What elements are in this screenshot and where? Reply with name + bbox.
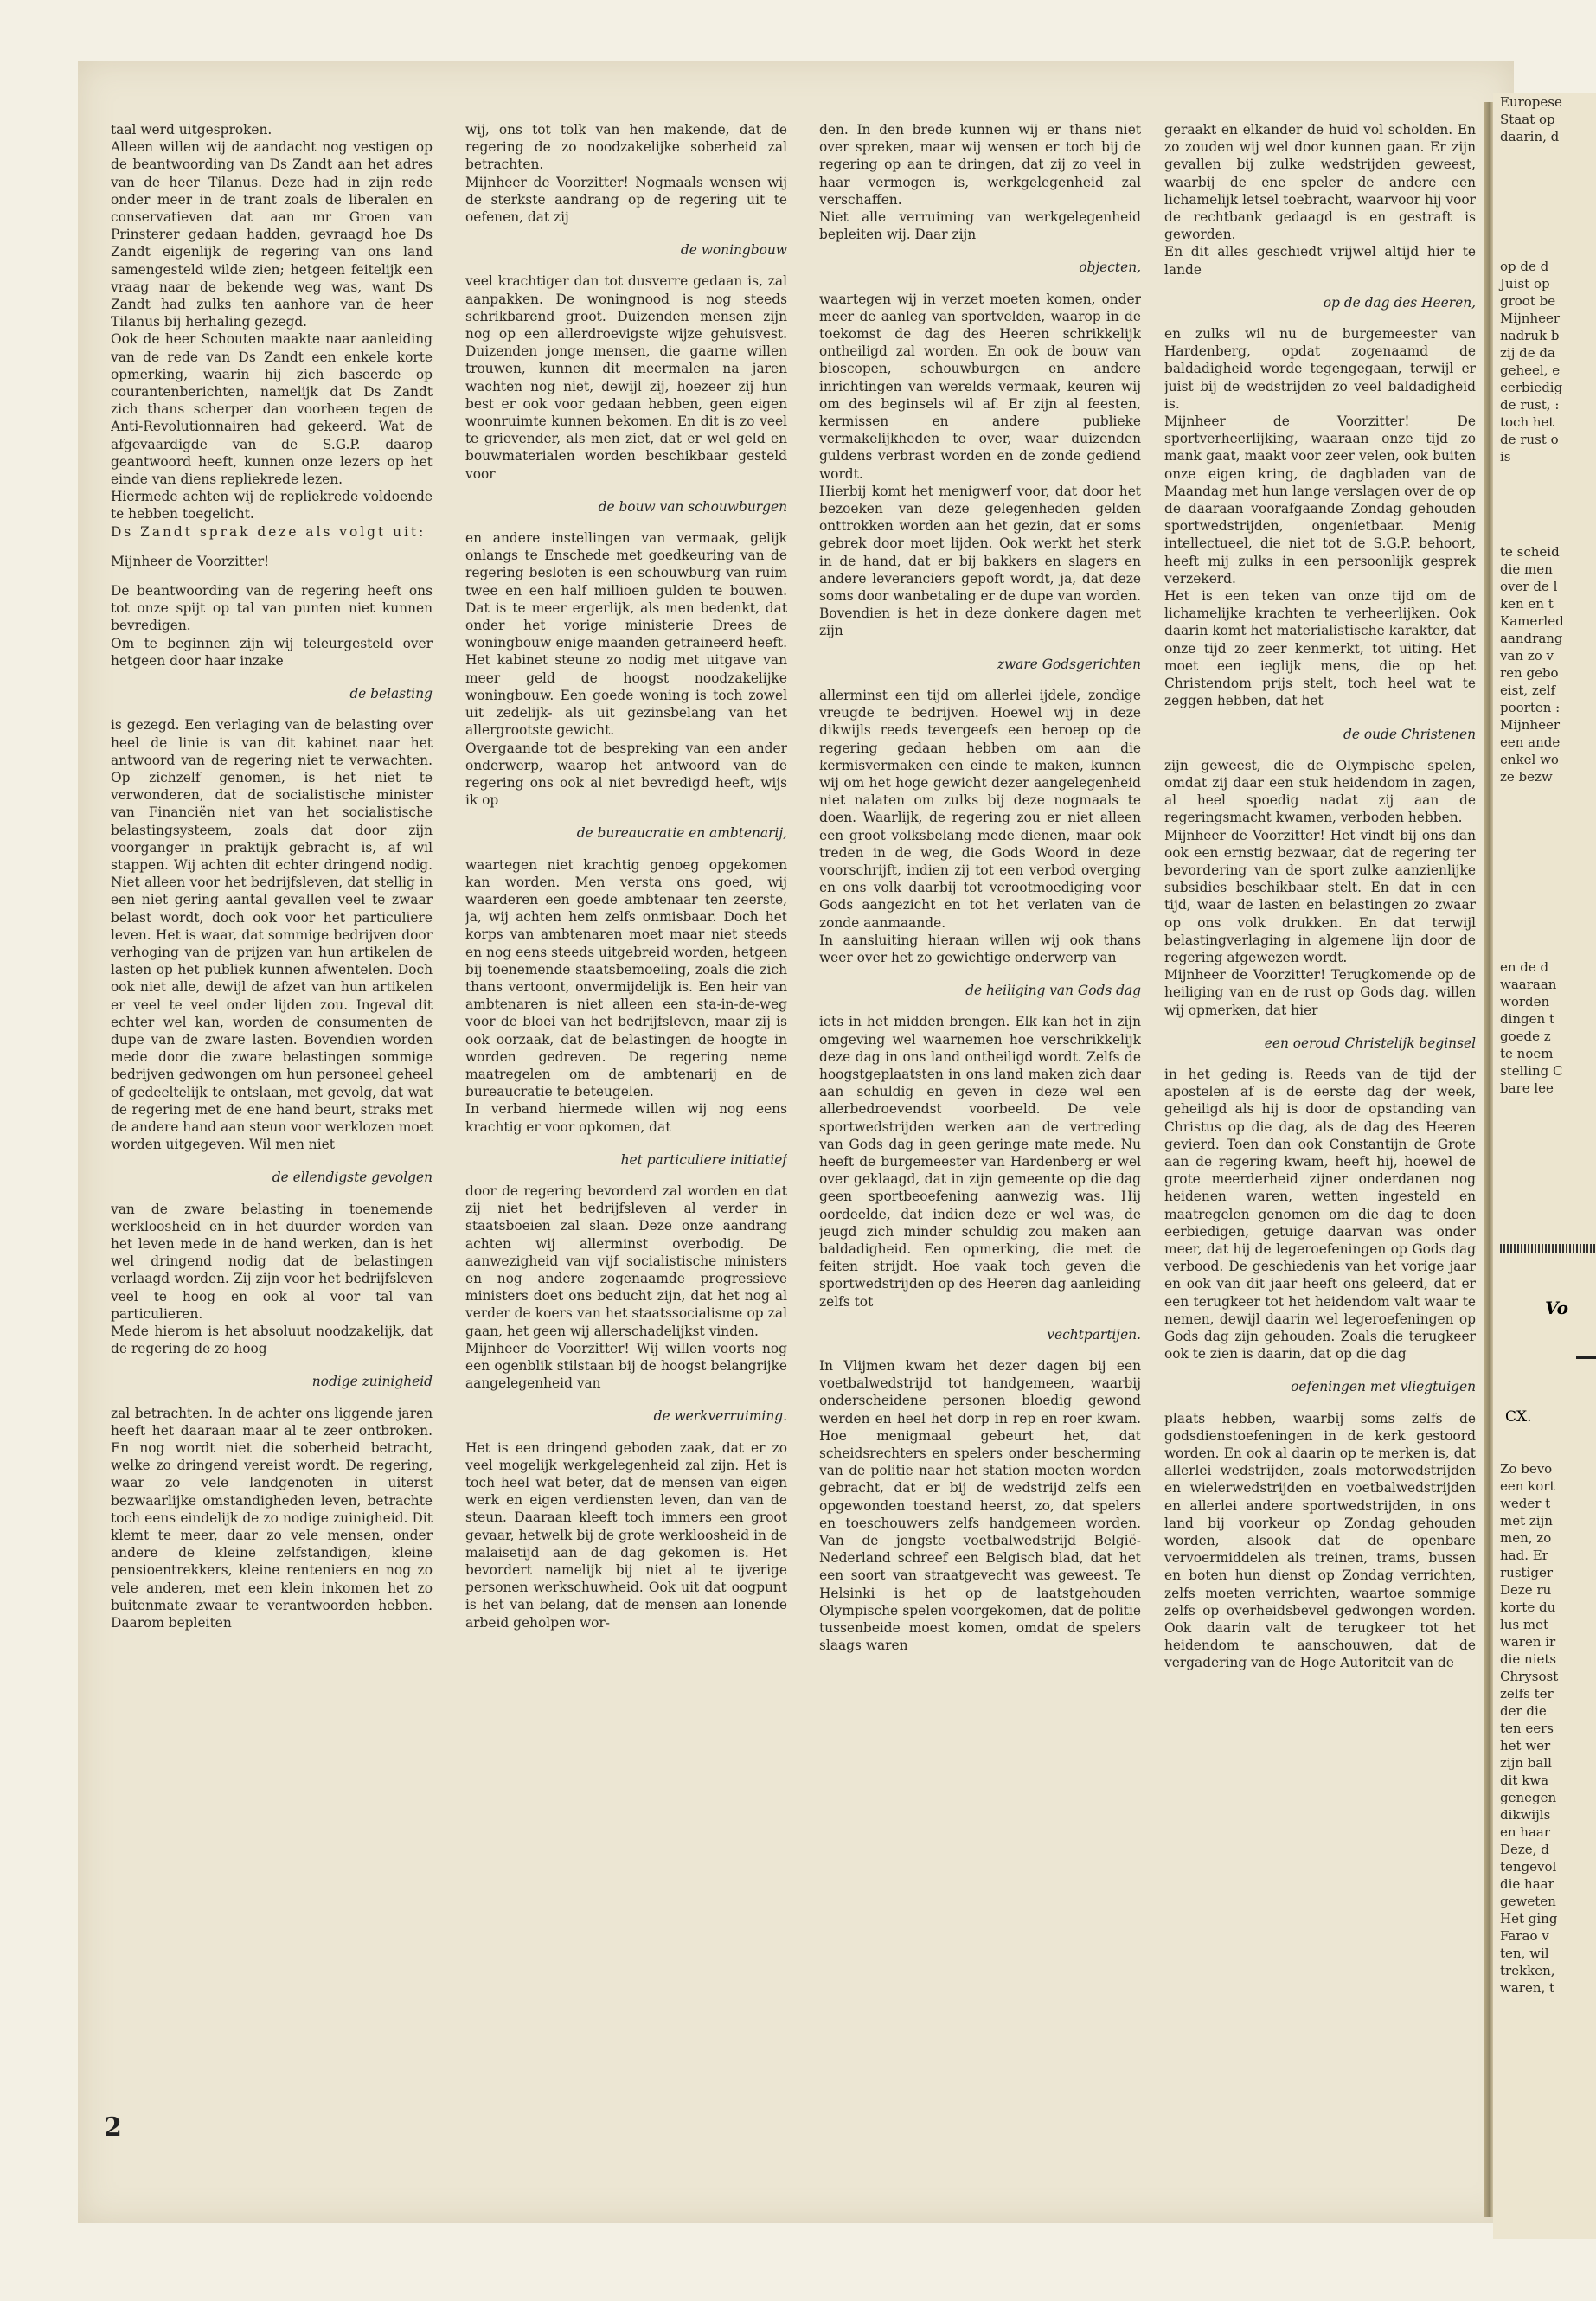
- adjacent-line: Europese: [1500, 94, 1562, 110]
- paragraph: Niet alle verruiming van werkgelegenheid bepleiten wij. Daar zijn: [819, 209, 1141, 243]
- adjacent-line: toch het: [1500, 414, 1554, 430]
- adjacent-line: eerbiedig: [1500, 380, 1563, 395]
- paragraph: De beantwoording van de regering heeft ons tot onze spijt op tal van punten niet kunnen bevredigen.: [111, 583, 433, 634]
- adjacent-line: die haar: [1500, 1876, 1554, 1892]
- paragraph: waartegen niet krachtig genoeg opgekomen kan worden. Men versta ons goed, wij waarderen een goede ambtenaar ten zeerste, ja, wij achten hem zelfs onmisbaar. Doch het korps van ambtenaren moet maar niet steeds en nog eens steeds uitgebreid worden, hetgeen bij toenemende staatsbemoeiing, zoals die zich thans vertoont, onvermijdelijk is. Een heir van ambtenaren is niet alleen een sta-in-de-weg voor de bloei van het bedrijfsleven, maar zij is ook oorzaak, dat de belastingen de hoogte in worden gedreven. De regering neme maatregelen om de ambtenarij en de bureaucratie te beteugelen.: [465, 856, 787, 1100]
- section-heading: de ellendigste gevolgen: [272, 1170, 433, 1186]
- adjacent-line: te scheid: [1500, 544, 1560, 560]
- section-heading: de werkverruiming.: [653, 1408, 787, 1425]
- adjacent-heading: Vo: [1545, 1298, 1569, 1318]
- paragraph: In verband hiermede willen wij nog eens krachtig er voor opkomen, dat: [465, 1101, 787, 1135]
- adjacent-line: waren, t: [1500, 1980, 1555, 1996]
- adjacent-line: rustiger: [1500, 1565, 1554, 1580]
- paragraph: taal werd uitgesproken.: [111, 122, 272, 138]
- adjacent-line: Deze, d: [1500, 1842, 1549, 1857]
- adjacent-line: ten eers: [1500, 1721, 1554, 1736]
- adjacent-line: ten, wil: [1500, 1945, 1549, 1961]
- paragraph: is gezegd. Een verlaging van de belasting over heel de linie is van dit kabinet naar het antwoord van de regering niet te verwachten. Op zichzelf genomen, is het niet te verwonderen, dat de socialistische minister van Financiën niet van het socialistische belastingsysteem, zoals dat door zijn voorganger in praktijk gebracht is, af wil stappen. Wij achten dit echter dringend nodig. Niet alleen voor het bedrijfsleven, dat stellig in een niet gering aantal gevallen veel te zwaar belast wordt, doch ook voor het particuliere leven. Het is waar, dat sommige bedrijven door verhoging van de prijzen van hun artikelen de lasten op het publiek kunnen afwentelen. Doch ook niet alle, dewijl de afzet van hun artikelen er veel te veel onder lijden zou. Ingeval dit echter wel kan, worden de consumenten de dupe van de zware lasten. Bovendien worden mede door die zware belastingen sommige bedrijven gedwongen om hun personeel geheel of gedeeltelijk te ontslaan, met gevolg, dat wat de regering met de ene hand beurt, straks met de andere hand aan steun voor werklozen moet worden uitgegeven. Wil men niet: [111, 717, 433, 1153]
- adjacent-line: een kort: [1500, 1478, 1555, 1494]
- paragraph: Ook de heer Schouten maakte naar aanleiding van de rede van Ds Zandt een enkele korte opmerking, waarin hij zich baseerde op courantenberichten, namelijk dat Ds Zandt zich thans scherper dan voorheen tegen de Anti-Revolutionnairen had gekeerd. Wat de afgevaardigde van de S.G.P. daarop geantwoord heeft, kunnen onze lezers op het einde van diens repliekrede lezen.: [111, 331, 433, 488]
- adjacent-line: Kamerled: [1500, 613, 1564, 629]
- adjacent-line: de rust, :: [1500, 397, 1560, 413]
- adjacent-line: ze bezw: [1500, 769, 1553, 785]
- adjacent-line: aandrang: [1500, 631, 1563, 646]
- adjacent-rule: [1576, 1356, 1596, 1359]
- adjacent-line: die niets: [1500, 1651, 1557, 1667]
- paragraph: geraakt en elkander de huid vol scholden. En zo zouden wij wel door kunnen gaan. Er zijn gevallen bij zulke wedstrijden geweest, waarbij de ene speler de andere een lichamelijk letsel toebracht, waarvoor hij voor de rechtbank gedaagd is en gestraft is geworden.: [1164, 122, 1476, 243]
- section-heading: de woningbouw: [680, 242, 787, 259]
- adjacent-block-1: [1500, 93, 1595, 145]
- paragraph: plaats hebben, waarbij soms zelfs de godsdienstoefeningen in de kerk gestoord worden. En ook al daarin op te merken is, dat allerlei wedstrijden, zoals motorwedstrijden en wielerwedstrijden en voetbalwedstrijden en allerlei andere sportwedstrijden, in ons land bij voorkeur op Zondag gehouden worden, alsook dat de openbare vervoermiddelen als treinen, trams, bussen en boten hun dienst op Zondag verrichten, zelfs moeten verrichten, waartoe sommige zelfs op overheidsbevel gedwongen worden. Ook daarin valt de terugkeer tot het heidendom te aanschouwen, dat de vergadering van de Hoge Autoriteit van de: [1164, 1410, 1476, 1671]
- section-heading: nodige zuinigheid: [311, 1374, 433, 1390]
- adjacent-block-5: [1500, 1460, 1595, 1997]
- adjacent-line: over de l: [1500, 579, 1558, 594]
- paragraph: In aansluiting hieraan willen wij ook thans weer over het zo gewichtige onderwerp van: [819, 932, 1141, 965]
- adjacent-line: met zijn: [1500, 1513, 1553, 1529]
- adjacent-line: dikwijls: [1500, 1807, 1551, 1823]
- column-3: [819, 121, 1141, 2163]
- adjacent-line: stelling C: [1500, 1063, 1563, 1079]
- adjacent-block-4: [1500, 958, 1595, 1097]
- speaker-intro: Ds Zandt sprak deze als volgt uit:: [111, 523, 426, 540]
- adjacent-line: Juist op: [1500, 276, 1550, 292]
- adjacent-line: Deze ru: [1500, 1582, 1552, 1598]
- adjacent-line: lus met: [1500, 1617, 1549, 1632]
- adjacent-line: men, zo: [1500, 1530, 1552, 1546]
- page-spine: [1484, 102, 1493, 2217]
- adjacent-line: ren gebo: [1500, 665, 1559, 681]
- paragraph: en zulks wil nu de burgemeester van Hardenberg, opdat zogenaamd de baldadigheid worde tegengegaan, terwijl er juist bij de wedstrijden zo veel baldadigheid is.: [1164, 326, 1476, 412]
- section-heading: een oeroud Christelijk beginsel: [1264, 1035, 1476, 1051]
- adjacent-line: had. Er: [1500, 1548, 1548, 1563]
- section-heading: de heiliging van Gods dag: [965, 983, 1141, 999]
- paragraph: allerminst een tijd om allerlei ijdele, zondige vreugde te bedrijven. Hoewel wij in deze dikwijls reeds tevergeefs een beroep op de regering gedaan hebben om aan die kermisvermaken een einde te maken, kunnen wij om het hoge gewicht dezer aangelegenheid niet nalaten om zulks bij deze nogmaals te doen. Waarlijk, de regering zou er niet alleen een groot volksbelang mede dienen, maar ook treden in de weg, die Gods Woord in deze voorschrijft, indien zij tot een verbod overging en ons volk daarbij tot verootmoediging voor Gods aangezicht en tot het verlaten van de zonde aanmaande.: [819, 687, 1141, 931]
- column-2: [465, 121, 787, 2163]
- section-heading: zware Godsgerichten: [997, 656, 1141, 672]
- adjacent-line: zelfs ter: [1500, 1686, 1554, 1702]
- section-heading: de bureaucratie en ambtenarij,: [576, 825, 787, 842]
- adjacent-line: trekken,: [1500, 1963, 1555, 1978]
- section-heading: de bouw van schouwburgen: [598, 498, 787, 515]
- column-1: [111, 121, 433, 2163]
- adjacent-line: dingen t: [1500, 1011, 1554, 1027]
- paragraph: In Vlijmen kwam het dezer dagen bij een voetbalwedstrijd tot handgemeen, waarbij onderscheidene personen bloedig gewond werden en heel het dorp in rep en roer kwam. Hoe menigmaal gebeurt het, dat scheidsrechters en spelers onder bescherming van de politie naar het station moeten worden gebracht, dat er bij de wedstrijd zelfs een opgewonden toestand heerst, zo, dat spelers en toeschouwers zelfs handgemeen worden. Van de jongste voetbalwedstrijd België-Nederland schreef een Belgisch blad, dat het een soort van straatgevecht was geweest. Te Helsinki is het op de laatstgehouden Olympische spelen voorgekomen, dat de politie tussenbeide moest komen, omdat de spelers slaags waren: [819, 1358, 1141, 1654]
- adjacent-line: goede z: [1500, 1029, 1551, 1044]
- adjacent-line: Mijnheer: [1500, 717, 1561, 733]
- page-number: 2: [104, 2112, 122, 2143]
- paragraph: Mijnheer de Voorzitter! Terugkomende op de heiliging van en de rust op Gods dag, willen wij opmerken, dat hier: [1164, 967, 1476, 1018]
- adjacent-line: eist, zelf: [1500, 683, 1556, 698]
- section-heading: het particuliere initiatief: [620, 1151, 787, 1168]
- paragraph: Mijnheer de Voorzitter! Nogmaals wensen wij de sterkste aandrang op de regering uit te oefenen, dat zij: [465, 174, 787, 226]
- adjacent-line: nadruk b: [1500, 328, 1560, 343]
- adjacent-line: daarin, d: [1500, 129, 1560, 144]
- adjacent-block-3: [1500, 543, 1595, 785]
- paragraph: Het is een dringend geboden zaak, dat er zo veel mogelijk werkgelegenheid zal zijn. Het is toch heel wat beter, dat de mensen van eigen werk en eigen verdiensten leven, dan van de steun. Daaraan kleeft toch immers een groot gevaar, hetwelk bij de grote werkloosheid in de malaisetijd aan de dag gekomen is. Het bevordert namelijk bij niet al te ijverige personen werkschuwheid. Ook uit dat oogpunt is het van belang, dat de mensen aan lonende arbeid geholpen wor-: [465, 1439, 787, 1631]
- adjacent-line: waaraan: [1500, 977, 1557, 992]
- section-heading: vechtpartijen.: [1047, 1326, 1141, 1343]
- adjacent-line: ken en t: [1500, 596, 1554, 612]
- paragraph: veel krachtiger dan tot dusverre gedaan is, zal aanpakken. De woningnood is nog steeds schrikbarend groot. Duizenden mensen zijn nog op een allerdroevigste wijze gehuisvest. Duizenden jonge mensen, die gaarne willen trouwen, kunnen dit meermalen na jaren wachten nog niet, dewijl zij, hoezeer zij hun best er ook voor gedaan hebben, geen eigen woonruimte kunnen bekomen. En dit is zo veel te grievender, als men ziet, dat er wel geld en bouwmaterialen worden beschikbaar gesteld voor: [465, 273, 787, 482]
- section-heading: de belasting: [349, 686, 433, 702]
- adjacent-block-2: [1500, 258, 1595, 465]
- adjacent-line: weder t: [1500, 1496, 1551, 1511]
- adjacent-line: tengevol: [1500, 1859, 1557, 1875]
- adjacent-line: korte du: [1500, 1599, 1556, 1615]
- adjacent-line: waren ir: [1500, 1634, 1556, 1650]
- paragraph: Het is een teken van onze tijd om de lichamelijke krachten te verheerlijken. Ook daarin komt het materialistische karakter, dat onze tijd zo zeer kenmerkt, tot uiting. Het moet een ieglijk mens, die op het Christendom prijs stelt, toch heel wat te zeggen hebben, dat het: [1164, 588, 1476, 709]
- adjacent-line: geheel, e: [1500, 362, 1561, 378]
- section-heading: objecten,: [1079, 260, 1141, 276]
- adjacent-line: enkel wo: [1500, 752, 1559, 767]
- adjacent-page-fragment: [1493, 93, 1596, 2239]
- adjacent-line: de rust o: [1500, 432, 1559, 447]
- adjacent-chapter: CX.: [1505, 1408, 1532, 1426]
- salutation: Mijnheer de Voorzitter!: [111, 553, 270, 569]
- adjacent-line: Chrysost: [1500, 1669, 1559, 1684]
- paragraph: Overgaande tot de bespreking van een ander onderwerp, waarop het antwoord van de regering ons ook al niet bevredigd heeft, wijs ik op: [465, 740, 787, 809]
- adjacent-line: der die: [1500, 1703, 1547, 1719]
- paragraph: en andere instellingen van vermaak, gelijk onlangs te Enschede met goedkeuring van de regering besloten is een schouwburg van ruim twee en een half millioen gulden te bouwen. Dat is te meer ergerlijk, als men bedenkt, dat onder het vorige ministerie Drees de woningbouw enige maanden getraineerd heeft. Het kabinet steune zo nodig met uitgave van meer geld de hoogst noodzakelijke woningbouw. Een goede woning is toch zowel uit zedelijk- als uit gezinsbelang van het allergrootste gewicht.: [465, 530, 787, 739]
- column-4: [1164, 121, 1476, 2163]
- adjacent-line: het wer: [1500, 1738, 1551, 1753]
- adjacent-line: zijn ball: [1500, 1755, 1552, 1771]
- adjacent-line: dit kwa: [1500, 1772, 1549, 1788]
- paragraph: wij, ons tot tolk van hen makende, dat de regering de zo noodzakelijke soberheid zal betrachten.: [465, 122, 787, 173]
- paragraph: En dit alles geschiedt vrijwel altijd hier te lande: [1164, 244, 1476, 278]
- adjacent-line: te noem: [1500, 1046, 1554, 1061]
- paragraph: Om te beginnen zijn wij teleurgesteld over hetgeen door haar inzake: [111, 635, 433, 669]
- adjacent-line: Het ging: [1500, 1911, 1558, 1926]
- section-heading: de oude Christenen: [1343, 726, 1476, 742]
- adjacent-line: geweten: [1500, 1894, 1556, 1909]
- paragraph: Mede hierom is het absoluut noodzakelijk, dat de regering de zo hoog: [111, 1324, 433, 1357]
- adjacent-line: zij de da: [1500, 345, 1555, 361]
- adjacent-line: van zo v: [1500, 648, 1554, 663]
- paragraph: Hierbij komt het menigwerf voor, dat door het bezoeken van deze gelegenheden gelden onttrokken worden aan het gezin, dat er soms gebrek door moet lijden. Ook werkt het sterk in de hand, dat er bij bakkers en slagers en andere leveranciers gepoft wordt, ja, dat deze soms door wanbetaling er de dupe van worden. Bovendien is het in deze donkere dagen met zijn: [819, 483, 1141, 639]
- paragraph: iets in het midden brengen. Elk kan het in zijn omgeving wel waarnemen hoe verschrikkelijk deze dag in ons land ontheiligd wordt. Zelfs de hoogstgeplaatsten in ons land maken zich daar aan schuldig en geven in deze wel een allerbedroevendst voorbeeld. De vele sportwedstrijden werken aan de vertreding van Gods dag in geen geringe mate mede. Nu heeft de burgemeester van Hardenberg er wel over geklaagd, dat in zijn gemeente op die dag geen sportbeoefening aanwezig was. Hij oordeelde, dat indien deze er wel was, de jeugd zich minder schuldig zou maken aan baldadigheid. Een opmerking, die met de feiten strijdt. Hoe vaak toch geven die sportwedstrijden op des Heeren dag aanleiding zelfs tot: [819, 1014, 1141, 1310]
- adjacent-line: Farao v: [1500, 1928, 1549, 1944]
- adjacent-line: groot be: [1500, 293, 1556, 309]
- adjacent-line: genegen: [1500, 1790, 1557, 1805]
- section-heading: oefeningen met vliegtuigen: [1291, 1379, 1476, 1395]
- adjacent-line: poorten :: [1500, 700, 1561, 715]
- paragraph: den. In den brede kunnen wij er thans niet over spreken, maar wij wensen er toch bij de regering op aan te dringen, dat zij zo veel in haar vermogen is, werkgelegenheid zal verschaffen.: [819, 122, 1141, 208]
- adjacent-line: Mijnheer: [1500, 311, 1561, 326]
- adjacent-line: is: [1500, 449, 1511, 465]
- adjacent-line: Zo bevo: [1500, 1461, 1553, 1477]
- paragraph: Hiermede achten wij de repliekrede voldoende te hebben toegelicht.: [111, 489, 433, 522]
- adjacent-line: die men: [1500, 561, 1553, 577]
- paragraph: waartegen wij in verzet moeten komen, onder meer de aanleg van sportvelden, waarop in de toekomst de dag des Heeren schrikkelijk ontheiligd zal worden. En ook de bouw van bioscopen, schouwburgen en andere inrichtingen van werelds vermaak, keuren wij om des beginsels wil af. Er zijn al feesten, kermissen en andere publieke vermakelijkheden te over, waar duizenden guldens verbrast worden en de zonde gediend wordt.: [819, 291, 1141, 482]
- paragraph: Mijnheer de Voorzitter! Het vindt bij ons dan ook een ernstig bezwaar, dat de regering ter bevordering van de sport zulke aanzienlijke subsidies beschikbaar stelt. En dat in een tijd, waar de lasten en belastingen zo zwaar op ons volk drukken. En dat terwijl belastingverlaging in algemene lijn door de regering afgewezen wordt.: [1164, 827, 1476, 965]
- adjacent-divider-bar: [1500, 1244, 1595, 1253]
- section-heading: op de dag des Heeren,: [1323, 294, 1476, 311]
- paragraph: in het geding is. Reeds van de tijd der apostelen af is de eerste dag der week, geheiligd als hij is door de opstanding van Christus op die dag, als de dag des Heeren gevierd. Toen dan ook Constantijn de Grote aan de regering kwam, heeft hij, hoewel de grote meerderheid zijner onderdanen nog heidenen waren, wetten ingesteld en maatregelen genomen om die dag te doen eerbiedigen, getuige daarvan was onder meer, dat hij de legeroefeningen op Gods dag verbood. De geschiedenis van het vorige jaar en ook van dit jaar heeft ons geleerd, dat er een terugkeer tot het heidendom valt waar te nemen, dewijl daarin wel legeroefeningen op Gods dag zijn gehouden. Zoals die terugkeer ook te zien is daarin, dat op die dag: [1164, 1066, 1476, 1362]
- paragraph: zijn geweest, die de Olympische spelen, omdat zij daar een stuk heidendom in zagen, al heel spoedig nadat zij aan de regeringsmacht kwamen, verboden hebben.: [1164, 757, 1476, 826]
- paragraph: Mijnheer de Voorzitter! De sportverheerlijking, waaraan onze tijd zo mank gaat, maakt voor zeer velen, ook buiten onze eigen kring, de dagbladen van de Maandag met hun lange verslagen over de op de daaraan voorafgaande Zondag gehouden sportwedstrijden, ongenietbaar. Menig intellectueel, die niet tot de S.G.P. behoort, heeft mij zulks in een persoonlijk gesprek verzekerd.: [1164, 413, 1476, 586]
- adjacent-line: bare lee: [1500, 1080, 1554, 1096]
- paragraph: van de zware belasting in toenemende werkloosheid en in het duurder worden van het leven mede in de hand werken, dan is het wel dringend nodig dat de belastingen verlaagd worden. Zij zijn voor het bedrijfsleven veel te hoog en ook al voor tal van particulieren.: [111, 1201, 433, 1322]
- paragraph: Alleen willen wij de aandacht nog vestigen op de beantwoording van Ds Zandt aan het adres van de heer Tilanus. Deze had in zijn rede onder meer in de trant zoals de liberalen en conservatieven dat aan mr Groen van Prinsterer gedaan hadden, gevraagd hoe Ds Zandt eigenlijk de regering van ons land samengesteld wilde zien; hetgeen feitelijk een vraag naar de bekende weg was, want Ds Zandt had zulks ten aanhore van de heer Tilanus bij herhaling gezegd.: [111, 139, 433, 330]
- adjacent-line: Staat op: [1500, 112, 1555, 127]
- adjacent-line: een ande: [1500, 734, 1561, 750]
- adjacent-line: en haar: [1500, 1824, 1551, 1840]
- paragraph: Mijnheer de Voorzitter! Wij willen voorts nog een ogenblik stilstaan bij de hoogst belangrijke aangelegenheid van: [465, 1340, 787, 1392]
- paragraph: door de regering bevorderd zal worden en dat zij niet het bedrijfsleven al verder in staatsboeien zal slaan. Deze onze aandrang achten wij allerminst overbodig. De aanwezigheid van vijf socialistische ministers en nog andere zogenaamde progressieve ministers doet ons beducht zijn, dat het nog al verder de koers van het staatssocialisme op zal gaan, het geen wij allerschadelijkst vinden.: [465, 1183, 787, 1339]
- adjacent-line: worden: [1500, 994, 1550, 1009]
- adjacent-line: en de d: [1500, 959, 1549, 975]
- paragraph: zal betrachten. In de achter ons liggende jaren heeft het daaraan maar al te zeer ontbroken. En nog wordt niet die soberheid betracht, welke zo dringend vereist wordt. De regering, waar zo vele landgenoten in uiterst bezwaarlijke omstandigheden leven, betrachte toch eens eindelijk de zo nodige zuinigheid. Dit klemt te meer, daar zo vele mensen, onder andere de kleine zelfstandigen, kleine pensioentrekkers, kleine renteniers en nog zo vele anderen, met een klein inkomen het zo buitenmate zwaar te verantwoorden hebben. Daarom bepleiten: [111, 1405, 433, 1631]
- adjacent-line: op de d: [1500, 259, 1549, 274]
